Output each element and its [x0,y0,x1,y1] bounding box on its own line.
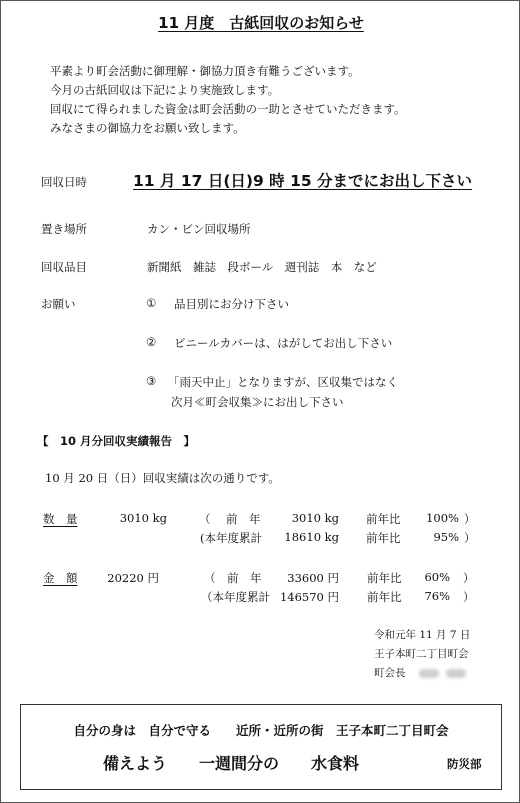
prev-year-label: 前 年 [227,571,262,585]
items-value: 新聞紙 雑誌 段ボール 週刊誌 本 など [147,260,377,274]
request-text: 「雨天中止」となりますが、区収集ではなく [168,375,398,389]
redacted-name [446,669,466,678]
bracket-close: ） [464,531,476,545]
requests-label: お願い [41,297,76,311]
footer-dept: 防災部 [447,757,482,771]
bracket-close: ） [463,571,475,585]
greeting-line: みなさまの御協力をお願い致します。 [50,121,245,135]
place-value: カン・ビン回収場所 [147,222,251,236]
schedule-label: 回収日時 [41,175,87,189]
redacted-name [419,669,439,678]
signature-date: 令和元年 11 月 7 日 [374,629,471,641]
bracket-close: ） [464,512,476,526]
greeting-line: 回収にて得られました資金は町会活動の一助とさせていただきます。 [50,102,406,116]
quantity-value: 3010 kg [119,511,167,525]
prev-year-label: 前 年 [226,512,261,526]
cumulative-amount-ratio: 76% [424,589,450,603]
signature-role-line [374,665,466,680]
request-number: ③ [146,374,157,388]
signature-role: 町会長 [374,667,406,679]
bracket-open: （ [199,512,211,526]
page-title: 11 月度 古紙回収のお知らせ [158,14,364,32]
quantity-label: 数 量 [43,512,78,526]
request-text-continued: 次月≪町会収集≫にお出し下さい [171,395,344,409]
cumulative-label: （本年度累計 [201,590,270,604]
cumulative-amount: 146570 円 [279,590,339,604]
bracket-open: （ [204,571,216,585]
footer-headline: 備えよう 一週間分の 水食料 [103,754,360,773]
amount-value: 20220 円 [107,571,159,585]
items-label: 回収品目 [41,260,87,274]
quantity-ratio: 100% [426,511,459,525]
greeting-line: 平素より町会活動に御理解・御協力頂き有難うございます。 [50,64,360,78]
prev-year-quantity: 3010 kg [291,511,339,525]
amount-summary [43,570,159,586]
cumulative-quantity: 18610 kg [284,530,339,544]
ratio-label: 前年比 [367,571,402,585]
ratio-label: 前年比 [367,590,402,604]
cumulative-quantity-ratio: 95% [433,530,459,544]
bracket-close: ） [463,590,475,604]
schedule-value: 11 月 17 日(日)9 時 15 分までにお出し下さい [133,172,473,190]
report-heading: 【 10 月分回収実績報告 】 [37,434,196,448]
ratio-label: 前年比 [366,512,401,526]
amount-label: 金 額 [43,571,78,585]
signature-org: 王子本町二丁目町会 [374,648,469,660]
ratio-label: 前年比 [366,531,401,545]
place-label: 置き場所 [41,222,87,236]
request-number: ① [146,296,157,310]
request-text: 品目別にお分け下さい [174,297,289,311]
amount-ratio: 60% [424,570,450,584]
greeting-line: 今月の古紙回収は下記により実施致します。 [50,83,280,97]
request-number: ② [146,335,157,349]
quantity-summary [43,511,167,527]
request-text: ビニールカバーは、はがしてお出し下さい [174,336,393,350]
disaster-prevention-box [20,704,502,790]
cumulative-label: (本年度累計 [200,531,262,545]
report-intro: 10 月 20 日（日）回収実績は次の通りです。 [45,471,280,485]
footer-slogan: 自分の身は 自分で守る 近所・近所の街 王子本町二丁目町会 [73,723,449,738]
prev-year-amount: 33600 円 [287,571,339,585]
